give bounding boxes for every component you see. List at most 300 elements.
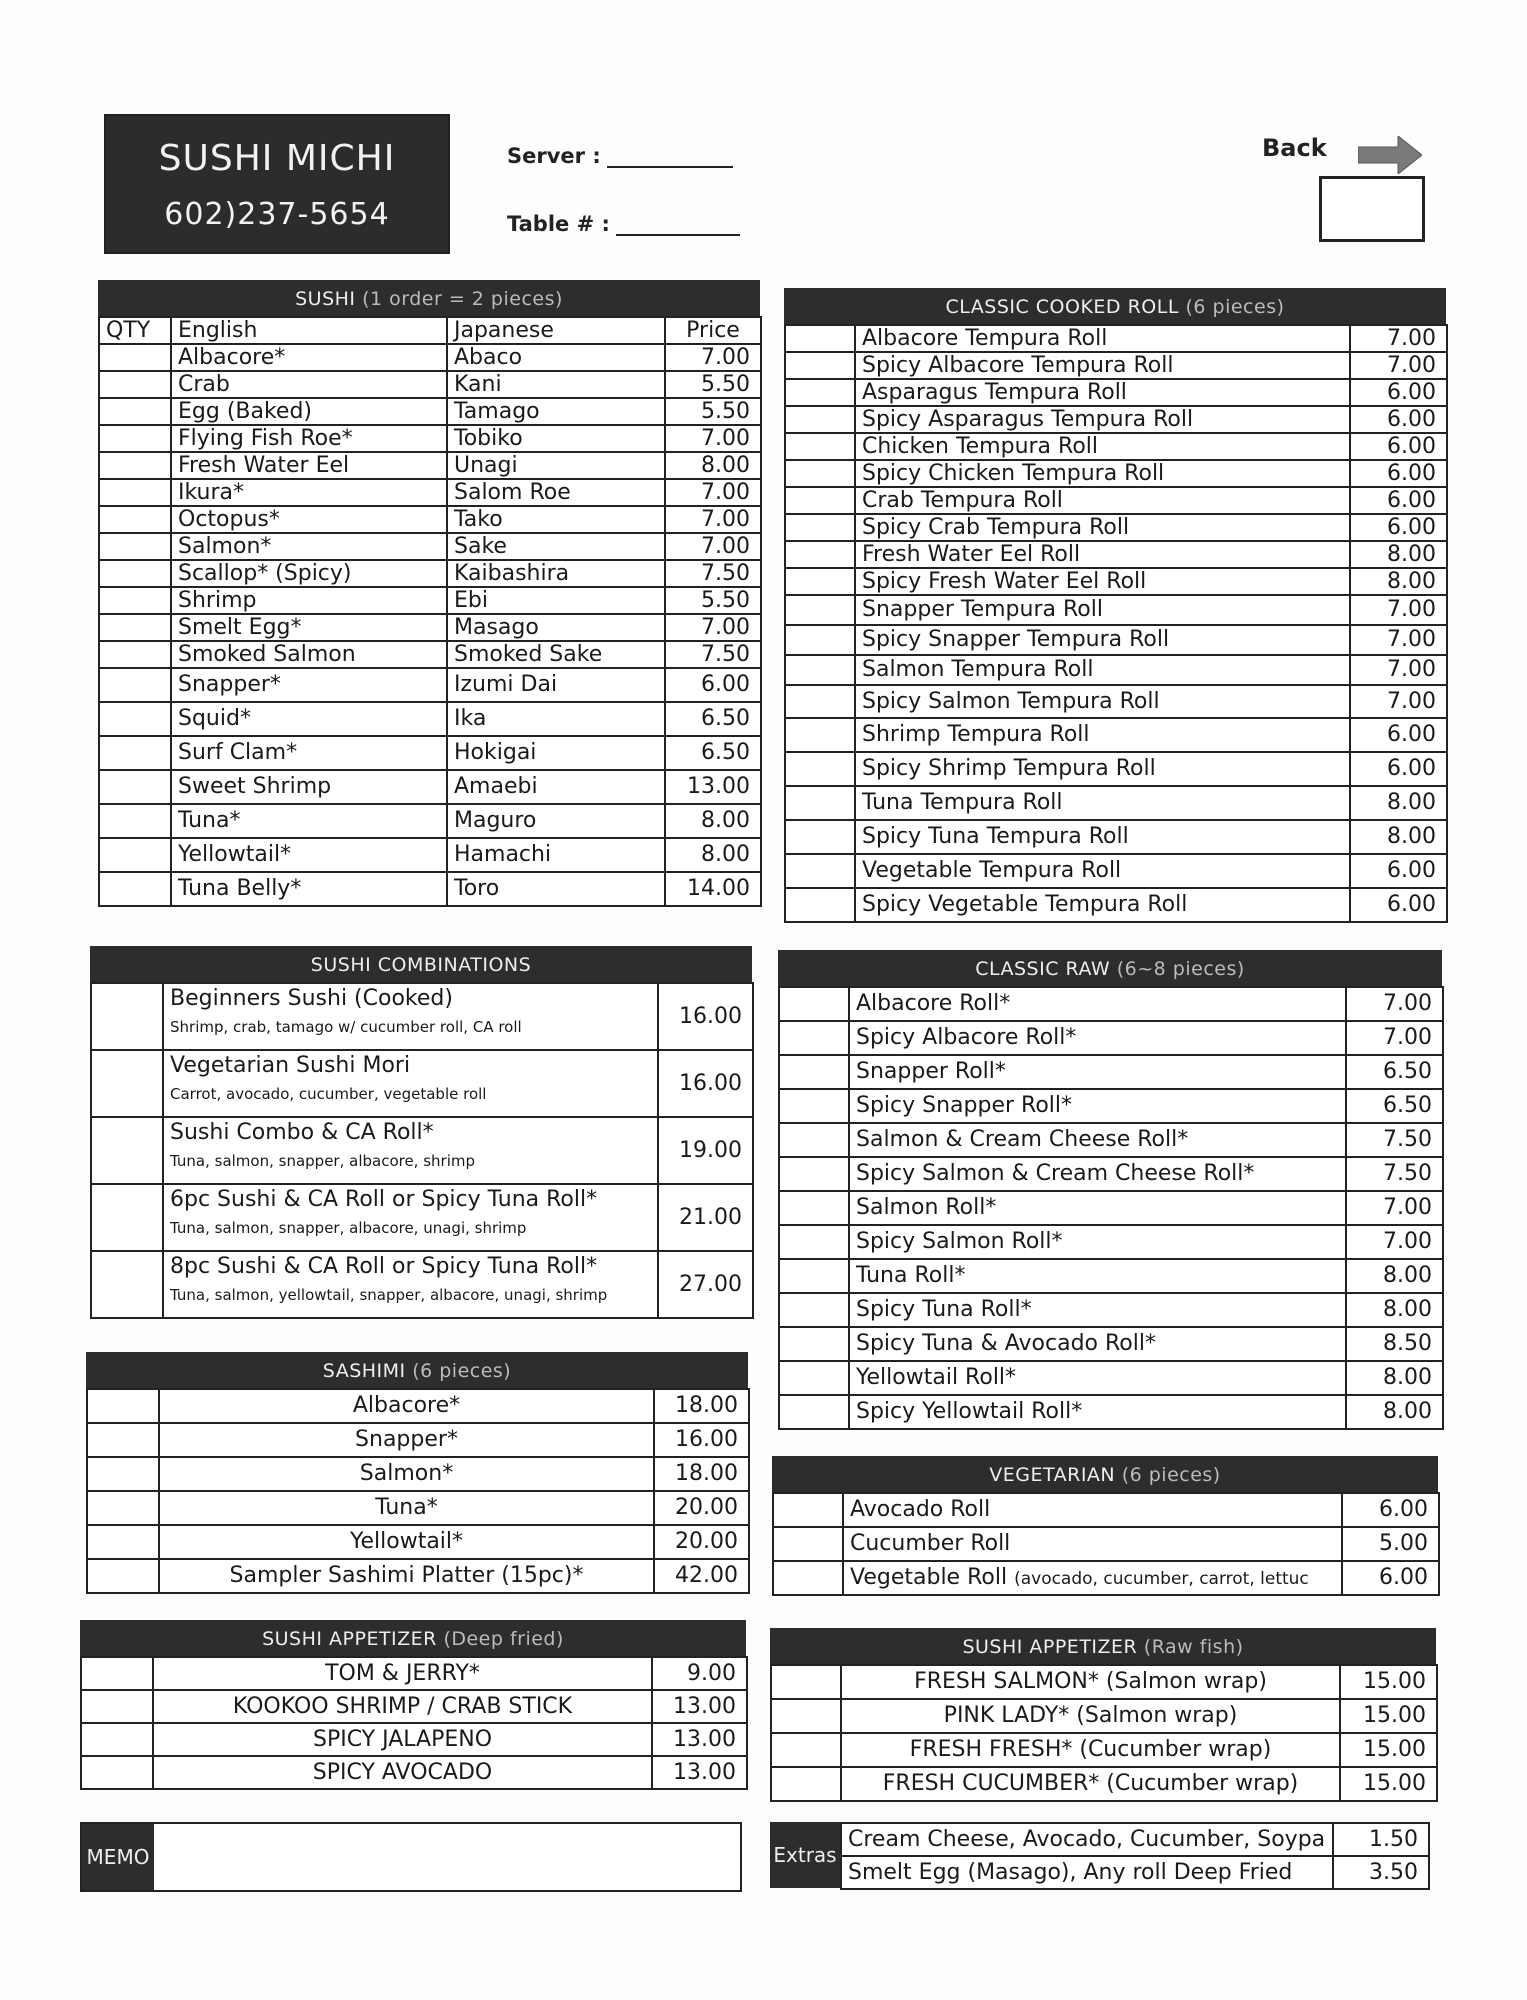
qty-cell[interactable]: [91, 1184, 163, 1251]
raw-roll-table: [778, 986, 1444, 1430]
qty-cell[interactable]: [91, 1251, 163, 1318]
qty-cell[interactable]: [771, 1699, 841, 1733]
qty-cell[interactable]: [81, 1723, 153, 1756]
item-name-text: Tuna Roll*: [856, 1263, 966, 1288]
qty-cell[interactable]: [785, 568, 855, 595]
cooked-roll-row: [785, 854, 1447, 888]
price: 6.00: [1342, 1493, 1439, 1527]
item-name: [841, 1699, 1340, 1733]
japanese-name: Hamachi: [447, 838, 665, 872]
restaurant-logo: [104, 114, 450, 254]
combination-name: Sushi Combo & CA Roll*: [170, 1120, 434, 1145]
item-name-text: KOOKOO SHRIMP / CRAB STICK: [232, 1693, 573, 1719]
qty-cell[interactable]: [779, 1361, 849, 1395]
cooked-roll-row: [785, 433, 1447, 460]
cooked-roll-row: [785, 406, 1447, 433]
qty-cell[interactable]: [785, 406, 855, 433]
qty-cell[interactable]: [785, 786, 855, 820]
cooked-roll-table: [784, 324, 1448, 923]
raw-roll-row: [779, 1293, 1443, 1327]
raw-roll-row: [779, 987, 1443, 1021]
item-name-text: Spicy Chicken Tempura Roll: [862, 460, 1165, 486]
item-name: [153, 1690, 652, 1723]
sashimi-row: [87, 1559, 749, 1593]
sashimi-row: [87, 1457, 749, 1491]
combination-desc: Tuna, salmon, snapper, albacore, shrimp: [170, 1152, 476, 1170]
vegetarian-header: [772, 1456, 1438, 1492]
combinations-header: [90, 946, 752, 982]
qty-cell[interactable]: [785, 820, 855, 854]
qty-cell[interactable]: [87, 1389, 159, 1423]
vegetarian-row: [773, 1561, 1439, 1595]
item-name-text: Salmon & Cream Cheese Roll*: [856, 1127, 1189, 1152]
server-field[interactable]: [507, 144, 733, 168]
back-label[interactable]: Back: [1262, 134, 1327, 162]
item-name-text: Spicy Albacore Tempura Roll: [862, 352, 1174, 378]
qty-cell[interactable]: [779, 1327, 849, 1361]
cooked-roll-row: [785, 655, 1447, 685]
cooked-roll-section: [784, 288, 1446, 923]
appetizer-raw-row: [771, 1733, 1437, 1767]
qty-cell[interactable]: [779, 1225, 849, 1259]
qty-cell[interactable]: [785, 625, 855, 655]
qty-cell[interactable]: [779, 1021, 849, 1055]
price: 8.00: [1350, 786, 1447, 820]
qty-cell[interactable]: [773, 1493, 843, 1527]
price: 8.00: [1350, 541, 1447, 568]
english-name: Surf Clam*: [171, 736, 447, 770]
sushi-header: [98, 280, 760, 316]
item-name: [153, 1657, 652, 1690]
qty-cell[interactable]: [771, 1665, 841, 1699]
item-name: [849, 1259, 1346, 1293]
item-name: [841, 1733, 1340, 1767]
qty-cell[interactable]: [81, 1756, 153, 1789]
qty-cell[interactable]: [785, 752, 855, 786]
item-name-text: PINK LADY* (Salmon wrap): [943, 1703, 1238, 1728]
combination-item: [163, 1050, 658, 1117]
appetizer-fried-row: [81, 1657, 747, 1690]
price: 7.50: [665, 560, 761, 587]
item-name: [843, 1527, 1342, 1561]
raw-roll-subtitle: (6~8 pieces): [1116, 958, 1245, 980]
price: 7.00: [665, 425, 761, 452]
qty-cell[interactable]: [99, 506, 171, 533]
japanese-name: Kaibashira: [447, 560, 665, 587]
server-label: Server :: [507, 144, 601, 168]
item-name: [855, 541, 1350, 568]
japanese-name: Unagi: [447, 452, 665, 479]
cooked-roll-row: [785, 685, 1447, 718]
vegetarian-table: [772, 1492, 1440, 1596]
qty-cell[interactable]: [99, 702, 171, 736]
japanese-name: Salom Roe: [447, 479, 665, 506]
price: 5.50: [665, 398, 761, 425]
cooked-roll-row: [785, 541, 1447, 568]
qty-header: QTY: [99, 317, 171, 344]
qty-cell[interactable]: [99, 452, 171, 479]
sashimi-subtitle: (6 pieces): [412, 1360, 512, 1382]
qty-cell[interactable]: [779, 1089, 849, 1123]
qty-cell[interactable]: [91, 1117, 163, 1184]
sushi-row: [99, 533, 761, 560]
price: 1.50: [1333, 1823, 1429, 1856]
japanese-name: Abaco: [447, 344, 665, 371]
japanese-name: Tobiko: [447, 425, 665, 452]
qty-cell[interactable]: [91, 983, 163, 1050]
qty-cell[interactable]: [87, 1457, 159, 1491]
appetizer-raw-table: [770, 1664, 1438, 1802]
qty-cell[interactable]: [785, 685, 855, 718]
qty-cell[interactable]: [779, 1157, 849, 1191]
qty-cell[interactable]: [785, 352, 855, 379]
qty-cell[interactable]: [785, 854, 855, 888]
japanese-name: Masago: [447, 614, 665, 641]
price: 20.00: [654, 1525, 749, 1559]
cooked-roll-row: [785, 487, 1447, 514]
japanese-name: Maguro: [447, 804, 665, 838]
qty-cell[interactable]: [87, 1423, 159, 1457]
price: 6.00: [1350, 752, 1447, 786]
english-name: Albacore*: [171, 344, 447, 371]
item-name: [855, 352, 1350, 379]
sushi-row: [99, 479, 761, 506]
item-name: [855, 487, 1350, 514]
sushi-row: [99, 371, 761, 398]
item-name: [159, 1423, 654, 1457]
raw-roll-header: [778, 950, 1442, 986]
memo-input[interactable]: [154, 1824, 740, 1890]
item-name-text: Tuna Tempura Roll: [862, 790, 1063, 815]
qty-cell[interactable]: [99, 641, 171, 668]
item-name: [843, 1493, 1342, 1527]
price: 6.00: [1350, 854, 1447, 888]
qty-cell[interactable]: [779, 1293, 849, 1327]
qty-cell[interactable]: [771, 1767, 841, 1801]
price: 18.00: [654, 1457, 749, 1491]
item-name-text: Asparagus Tempura Roll: [862, 379, 1127, 405]
qty-cell[interactable]: [99, 770, 171, 804]
back-box[interactable]: [1319, 176, 1425, 242]
item-name-text: Yellowtail Roll*: [856, 1365, 1017, 1390]
qty-cell[interactable]: [99, 804, 171, 838]
price: 42.00: [654, 1559, 749, 1593]
appetizer-fried-row: [81, 1690, 747, 1723]
extras-name: Smelt Egg (Masago), Any roll Deep Fried: [841, 1856, 1333, 1889]
raw-roll-row: [779, 1191, 1443, 1225]
price: 13.00: [652, 1723, 747, 1756]
item-name: [855, 568, 1350, 595]
qty-cell[interactable]: [785, 718, 855, 752]
cooked-roll-row: [785, 460, 1447, 487]
raw-roll-row: [779, 1021, 1443, 1055]
server-input-line[interactable]: [607, 148, 733, 168]
combination-row: [91, 1117, 753, 1184]
price: 8.50: [1346, 1327, 1443, 1361]
price: 8.00: [1346, 1395, 1443, 1429]
qty-cell[interactable]: [87, 1559, 159, 1593]
item-name: [159, 1491, 654, 1525]
qty-cell[interactable]: [99, 398, 171, 425]
sashimi-title: SASHIMI: [322, 1360, 406, 1382]
item-name: [855, 820, 1350, 854]
english-name: Smoked Salmon: [171, 641, 447, 668]
item-name: [855, 406, 1350, 433]
combination-name: Beginners Sushi (Cooked): [170, 986, 453, 1011]
raw-roll-row: [779, 1361, 1443, 1395]
price-header: Price: [665, 317, 761, 344]
item-name: [849, 1123, 1346, 1157]
cooked-roll-row: [785, 786, 1447, 820]
qty-cell[interactable]: [99, 560, 171, 587]
raw-roll-row: [779, 1157, 1443, 1191]
item-name: [159, 1525, 654, 1559]
cooked-roll-header: [784, 288, 1446, 324]
qty-cell[interactable]: [99, 614, 171, 641]
combination-desc: Shrimp, crab, tamago w/ cucumber roll, CA roll: [170, 1018, 522, 1036]
japanese-name: Smoked Sake: [447, 641, 665, 668]
raw-roll-row: [779, 1395, 1443, 1429]
combination-row: [91, 983, 753, 1050]
item-name: [855, 514, 1350, 541]
item-name-text: Vegetable Roll: [850, 1565, 1008, 1590]
item-name-text: FRESH FRESH* (Cucumber wrap): [909, 1737, 1272, 1762]
price: 7.00: [1350, 325, 1447, 352]
item-name: [855, 752, 1350, 786]
qty-cell[interactable]: [99, 371, 171, 398]
price: 6.00: [1350, 487, 1447, 514]
combination-item: [163, 983, 658, 1050]
qty-cell[interactable]: [81, 1657, 153, 1690]
combination-name: 8pc Sushi & CA Roll or Spicy Tuna Roll*: [170, 1254, 598, 1279]
item-name-text: Spicy Albacore Roll*: [856, 1025, 1077, 1050]
english-name: Shrimp: [171, 587, 447, 614]
qty-cell[interactable]: [99, 838, 171, 872]
price: 6.00: [665, 668, 761, 702]
item-name: [849, 1293, 1346, 1327]
item-name-text: Chicken Tempura Roll: [862, 433, 1099, 459]
item-name: [855, 655, 1350, 685]
table-label: Table # :: [507, 212, 610, 236]
price: 7.00: [665, 344, 761, 371]
price: 7.00: [665, 506, 761, 533]
qty-cell[interactable]: [785, 487, 855, 514]
extras-table: [840, 1822, 1430, 1890]
item-note: (avocado, cucumber, carrot, lettuc: [1014, 1569, 1309, 1589]
price: 7.00: [1350, 685, 1447, 718]
qty-cell[interactable]: [87, 1491, 159, 1525]
qty-cell[interactable]: [87, 1525, 159, 1559]
price: 21.00: [658, 1184, 753, 1251]
price: 16.00: [658, 983, 753, 1050]
sashimi-row: [87, 1491, 749, 1525]
qty-cell[interactable]: [785, 655, 855, 685]
sashimi-table: [86, 1388, 750, 1594]
sashimi-header: [86, 1352, 748, 1388]
item-name: [855, 685, 1350, 718]
qty-cell[interactable]: [779, 1191, 849, 1225]
english-name: Sweet Shrimp: [171, 770, 447, 804]
qty-cell[interactable]: [99, 736, 171, 770]
item-name: [849, 1361, 1346, 1395]
japanese-name: Kani: [447, 371, 665, 398]
appetizer-raw-subtitle: (Raw fish): [1143, 1636, 1244, 1658]
qty-cell[interactable]: [99, 587, 171, 614]
price: 7.00: [1350, 625, 1447, 655]
qty-cell[interactable]: [99, 479, 171, 506]
item-name-text: FRESH CUCUMBER* (Cucumber wrap): [882, 1771, 1299, 1796]
price: 6.00: [1350, 379, 1447, 406]
qty-cell[interactable]: [99, 668, 171, 702]
cooked-roll-row: [785, 625, 1447, 655]
qty-cell[interactable]: [771, 1733, 841, 1767]
raw-roll-row: [779, 1123, 1443, 1157]
english-name: Tuna Belly*: [171, 872, 447, 906]
item-name-text: Avocado Roll: [850, 1497, 991, 1522]
qty-cell[interactable]: [785, 541, 855, 568]
raw-roll-row: [779, 1327, 1443, 1361]
vegetarian-title: VEGETARIAN: [989, 1464, 1116, 1486]
item-name-text: Spicy Tuna Tempura Roll: [862, 824, 1129, 849]
sashimi-section: [86, 1352, 748, 1594]
qty-cell[interactable]: [91, 1050, 163, 1117]
appetizer-fried-subtitle: (Deep fried): [443, 1628, 564, 1650]
english-name: Smelt Egg*: [171, 614, 447, 641]
japanese-name: Ebi: [447, 587, 665, 614]
english-name: Ikura*: [171, 479, 447, 506]
combinations-title: SUSHI COMBINATIONS: [310, 954, 532, 976]
item-name-text: Spicy Tuna & Avocado Roll*: [856, 1331, 1156, 1356]
price: 13.00: [665, 770, 761, 804]
qty-cell[interactable]: [785, 460, 855, 487]
price: 7.00: [1350, 655, 1447, 685]
cooked-roll-title: CLASSIC COOKED ROLL: [945, 296, 1179, 318]
restaurant-name: SUSHI MICHI: [158, 138, 396, 179]
qty-cell[interactable]: [779, 1395, 849, 1429]
cooked-roll-row: [785, 595, 1447, 625]
qty-cell[interactable]: [785, 379, 855, 406]
item-name-text: Salmon Roll*: [856, 1195, 997, 1220]
price: 7.00: [1346, 987, 1443, 1021]
sushi-row: [99, 398, 761, 425]
item-name-text: TOM & JERRY*: [325, 1660, 480, 1686]
item-name: [855, 379, 1350, 406]
item-name-text: Spicy Tuna Roll*: [856, 1297, 1032, 1322]
qty-cell[interactable]: [785, 433, 855, 460]
table-input-line[interactable]: [616, 216, 740, 236]
qty-cell[interactable]: [99, 872, 171, 906]
price: 8.00: [665, 838, 761, 872]
right-arrow-icon[interactable]: [1358, 136, 1422, 174]
price: 8.00: [1350, 820, 1447, 854]
item-name-text: SPICY JALAPENO: [312, 1726, 493, 1752]
item-name-text: Salmon Tempura Roll: [862, 657, 1094, 682]
price: 6.00: [1350, 460, 1447, 487]
qty-cell[interactable]: [99, 533, 171, 560]
price: 7.50: [1346, 1157, 1443, 1191]
item-name-text: Sampler Sashimi Platter (15pc)*: [229, 1563, 584, 1588]
sushi-row: [99, 560, 761, 587]
appetizer-fried-header: [80, 1620, 746, 1656]
combination-name: Vegetarian Sushi Mori: [170, 1053, 411, 1078]
raw-roll-row: [779, 1089, 1443, 1123]
qty-cell[interactable]: [785, 888, 855, 922]
item-name: [849, 1191, 1346, 1225]
price: 8.00: [1346, 1293, 1443, 1327]
extras-label: Extras: [770, 1822, 840, 1888]
qty-cell[interactable]: [779, 1259, 849, 1293]
sushi-row: [99, 736, 761, 770]
qty-cell[interactable]: [81, 1690, 153, 1723]
japanese-header: Japanese: [447, 317, 665, 344]
appetizer-raw-row: [771, 1665, 1437, 1699]
item-name: [849, 1021, 1346, 1055]
qty-cell[interactable]: [779, 987, 849, 1021]
sushi-title: SUSHI: [295, 288, 356, 310]
qty-cell[interactable]: [779, 1055, 849, 1089]
price: 13.00: [652, 1690, 747, 1723]
combination-row: [91, 1050, 753, 1117]
sushi-table: [98, 316, 762, 907]
appetizer-raw-section: [770, 1628, 1436, 1802]
qty-cell[interactable]: [785, 514, 855, 541]
item-name: [855, 625, 1350, 655]
qty-cell[interactable]: [785, 595, 855, 625]
appetizer-fried-table: [80, 1656, 748, 1790]
qty-cell[interactable]: [785, 325, 855, 352]
item-name-text: Spicy Crab Tempura Roll: [862, 514, 1130, 540]
japanese-name: Ika: [447, 702, 665, 736]
english-name: Snapper*: [171, 668, 447, 702]
price: 16.00: [654, 1423, 749, 1457]
cooked-roll-row: [785, 568, 1447, 595]
qty-cell[interactable]: [99, 425, 171, 452]
item-name-text: Albacore Roll*: [856, 991, 1011, 1016]
sashimi-row: [87, 1525, 749, 1559]
combination-row: [91, 1251, 753, 1318]
item-name: [849, 1157, 1346, 1191]
price: 15.00: [1340, 1767, 1437, 1801]
memo-box[interactable]: [80, 1822, 742, 1892]
item-name-text: SPICY AVOCADO: [312, 1759, 493, 1785]
table-field[interactable]: [507, 212, 740, 236]
combination-name: 6pc Sushi & CA Roll or Spicy Tuna Roll*: [170, 1187, 598, 1212]
qty-cell[interactable]: [773, 1527, 843, 1561]
item-name-text: Snapper Tempura Roll: [862, 597, 1103, 622]
qty-cell[interactable]: [99, 344, 171, 371]
sushi-row: [99, 344, 761, 371]
item-name-text: Spicy Vegetable Tempura Roll: [862, 892, 1188, 917]
item-name: [849, 1327, 1346, 1361]
sushi-row: [99, 425, 761, 452]
japanese-name: Tamago: [447, 398, 665, 425]
sushi-row: [99, 804, 761, 838]
english-header: English: [171, 317, 447, 344]
item-name-text: Yellowtail*: [349, 1529, 464, 1554]
japanese-name: Izumi Dai: [447, 668, 665, 702]
price: 8.00: [1346, 1259, 1443, 1293]
qty-cell[interactable]: [773, 1561, 843, 1595]
price: 7.00: [665, 533, 761, 560]
item-name: [153, 1756, 652, 1789]
cooked-roll-row: [785, 352, 1447, 379]
cooked-roll-row: [785, 820, 1447, 854]
qty-cell[interactable]: [779, 1123, 849, 1157]
raw-roll-row: [779, 1259, 1443, 1293]
memo-label: MEMO: [82, 1824, 154, 1890]
english-name: Crab: [171, 371, 447, 398]
price: 6.00: [1350, 888, 1447, 922]
